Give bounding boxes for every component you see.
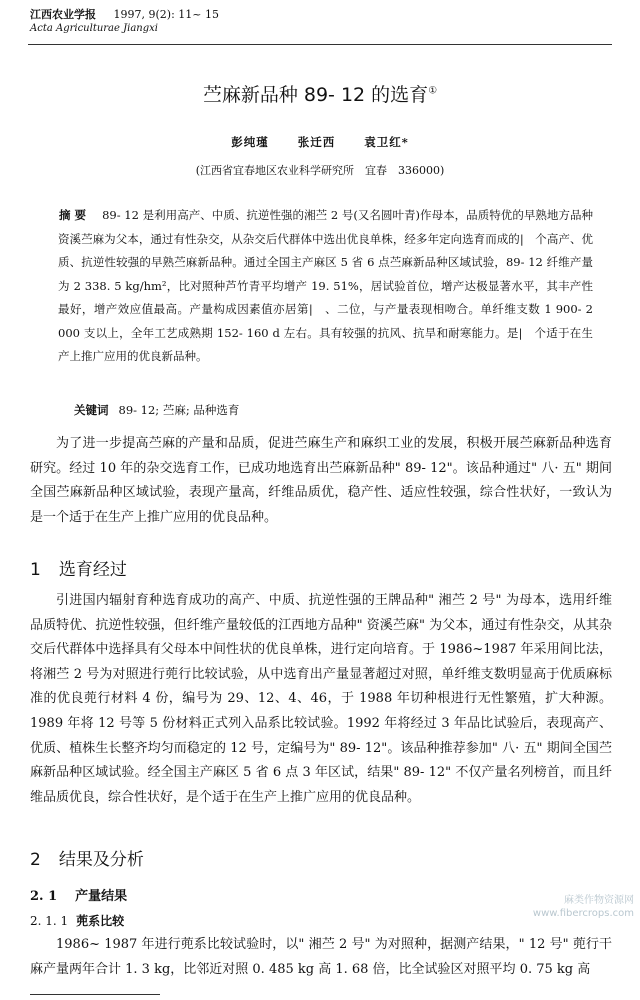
section-1-paragraph: 引进国内辐射育种选育成功的高产、中质、抗逆性强的王牌品种" 湘苎 2 号" 为母本，选用纤维品质特优、抗逆性较强，但纤维产量较低的江西地方品种" 资溪苎麻" 为父本，通过有性杂交，从其杂交后代群体中选择具有父母本中间性状的优良单株，进行定向培育。于 1986~1987 年采用间比法，将湘苎 2 号为对照进行蔸行比较试验，从中选育出产量显著超过对照，单纤维支数明显高于优质麻标准的优良蔸行材料 4 份，编号为 29、12、4、46，于 1988 年切种根进行无性繁殖，扩大种源。1989 年将 12 号等 5 份材料正式列入品系比较试验。1992 年将经过 3 年品比试验后，表现高产、优质、植株生长整齐均匀而稳定的 12 号，定编号为" 89- 12"。该品种推荐参加" 八· 五" 期间全国苎麻新品种区域试验。经全国主产麻区 5 省 6 点 3 年区试，结果" 89- 12" 不仅产量名列榜首，而且纤维品质优良，综合性状好，是个适于在生产上推广应用的优良品种。 [30, 593, 612, 805]
abstract [58, 204, 593, 369]
journal-header [30, 8, 219, 36]
abstract-text: 89- 12 是利用高产、中质、抗逆性强的湘苎 2 号(又名圆叶青)作母本，品质特优的早熟地方品种资溪苎麻为父本，通过有性杂交，从杂交后代群体中选出优良单株，经多年定向选育而成的| 个高产、优质、抗逆性较强的早熟苎麻新品种。通过全国主产麻区 5 省 6 点苎麻新品种区域试验，89- 12 纤维产量为 2 338. 5 kg/hm²，比对照种芦竹青平均增产 19. 51%，居试验首位，增产达极显著水平，其丰产性最好，增产效应值最高。产量构成因素值亦居第| 、二位，与产量表现相吻合。单纤维支数 1 900- 2 000 支以上，全年工艺成熟期 152- 160 d 左右。具有较强的抗风、抗旱和耐寒能力。是| 个适于在生产上推广应用的优良新品种。 [58, 208, 594, 363]
watermark-line-1: 麻类作物资源网 [564, 895, 634, 906]
section-2-heading [30, 845, 144, 870]
author-3: 袁卫红* [364, 135, 409, 149]
author-1: 彭纯瑾 [231, 135, 269, 149]
footnote-divider [30, 994, 160, 995]
article-title-block [0, 80, 640, 107]
affiliation: (江西省宜春地区农业科学研究所 宜春 336000) [195, 164, 445, 177]
header-divider [28, 44, 612, 45]
title-footnote-mark: ① [428, 85, 438, 97]
author-list [0, 134, 640, 150]
author-2: 张迁西 [297, 135, 336, 149]
subsection-2-1-1-heading [30, 912, 124, 929]
journal-issue: 1997, 9(2): 11~ 15 [113, 8, 219, 21]
subsection-2-1-title: 产量结果 [75, 889, 128, 904]
section-2-number: 2 [30, 850, 41, 870]
section-1-number: 1 [30, 560, 41, 580]
section-2-title: 结果及分析 [58, 850, 144, 870]
subsection-2-1-number: 2. 1 [30, 889, 58, 904]
intro-paragraph: 为了进一步提高苎麻的产量和品质，促进苎麻生产和麻织工业的发展，积极开展苎麻新品种选育研究。经过 10 年的杂交选育工作，已成功地选育出苎麻新品种" 89- 12"。该品种通过" 八· 五" 期间全国苎麻新品种区域试验，表现产量高，纤维品质优，稳产性、适应性较强，综合性状好，一致认为是一个适于在生产上推广应用的优良品种。 [30, 436, 612, 525]
article-title: 苎麻新品种 89- 12 的选育 [202, 84, 429, 106]
section-2-paragraph: 1986~ 1987 年进行蔸系比较试验时，以" 湘苎 2 号" 为对照种，据测产结果，" 12 号" 蔸行干麻产量两年合计 1. 3 kg，比邻近对照 0. 485 kg 高 1. 68 倍，比全试验区对照平均 0. 75 kg 高 [30, 937, 612, 977]
watermark-line-2: www.fibercrops.com [532, 908, 634, 919]
site-watermark [533, 894, 634, 920]
section-1-title: 选育经过 [58, 560, 127, 580]
journal-name-cn: 江西农业学报 [30, 8, 96, 21]
journal-cite [30, 8, 219, 22]
subsection-2-1-1-number: 2. 1. 1 [30, 914, 69, 928]
subsection-2-1-1-title: 蔸系比较 [76, 914, 125, 928]
subsection-2-1-heading [30, 885, 127, 904]
keywords-text: 89- 12; 苎麻; 品种选育 [118, 403, 240, 417]
keywords [74, 402, 239, 418]
journal-name-en: Acta Agriculturae Jiangxi [30, 23, 158, 34]
keywords-label: 关键词 [74, 403, 109, 417]
section-1-heading [30, 555, 127, 580]
abstract-label: 摘要 [59, 208, 91, 222]
